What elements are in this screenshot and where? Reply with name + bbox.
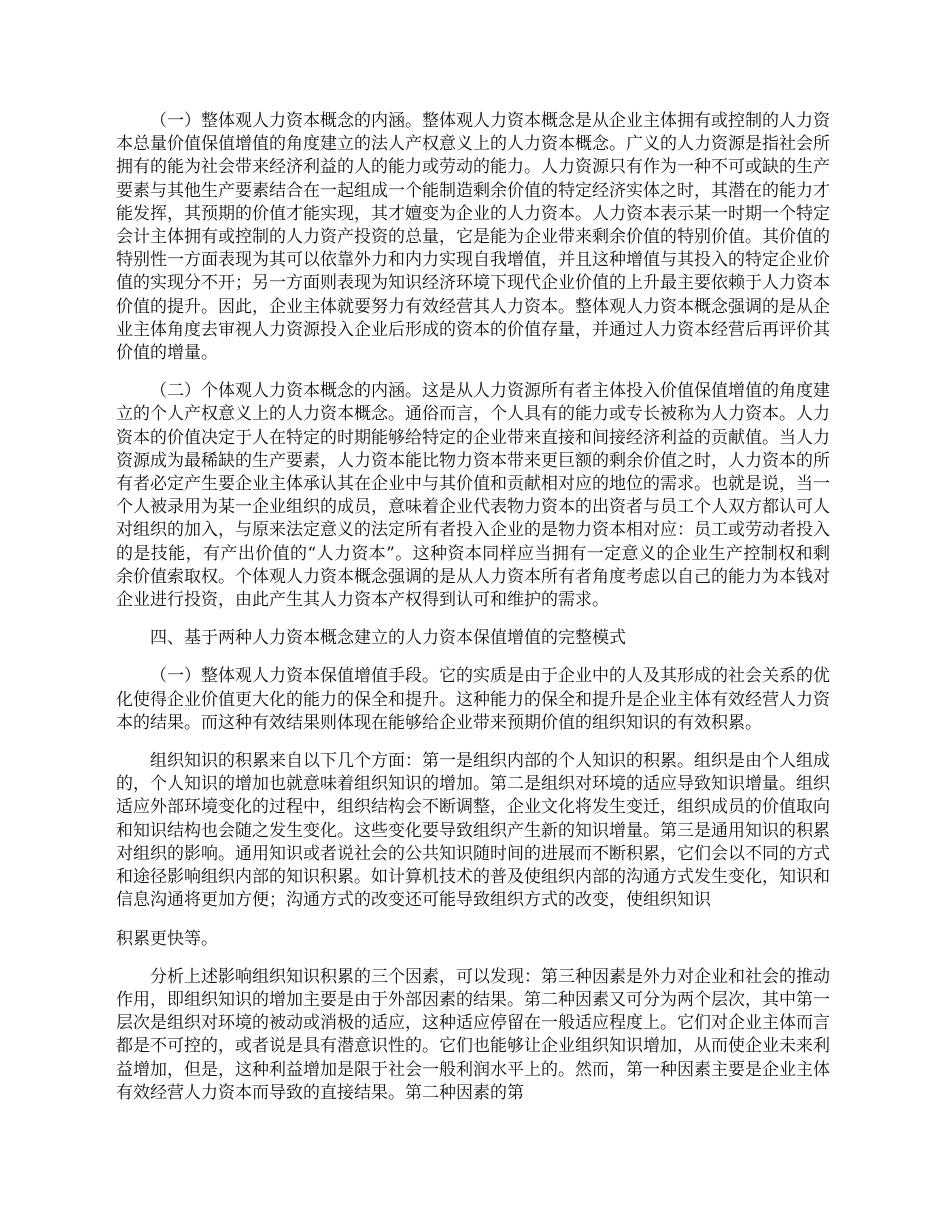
section-heading: 四、基于两种人力资本概念建立的人力资本保值增值的完整模式 xyxy=(150,628,626,649)
paragraph-6: 分析上述影响组织知识积累的三个因素，可以发现：第三种因素是外力对企业和社会的推动作用，即组织知识的增加主要是由于外部因素的结果。第二种因素又可分为两个层次，其中第一层次是组织对环境的被动或消极的适应，这种适应停留在一般适应程度上。它们对企业主体而言都是不可控的，或者说是具有潜意识性的。它们也能够让企业组织知识增加，从而使企业未来利益增加，但是，这种利益增加是限于社会一般利润水平上的。然而，第一种因素主要是企业主体有效经营人力资本而导致的直接结果。第二种因素的第 xyxy=(116,966,830,1103)
paragraph-2: （二）个体观人力资本概念的内涵。这是从人力资源所有者主体投入价值保值增值的角度建立的个人产权意义上的人力资本概念。通俗而言，个人具有的能力或专长被称为人力资本。人力资本的价值决定于人在特定的时期能够给特定的企业带来直接和间接经济利益的贡献值。当人力资源成为最稀缺的生产要素，人力资本能比物力资本带来更巨额的剩余价值之时，人力资本的所有者必定产生要企业主体承认其在企业中与其价值和贡献相对应的地位的需求。也就是说，当一个人被录用为某一企业组织的成员，意味着企业代表物力资本的出资者与员工个人双方都认可人对组织的加入，与原来法定意义的法定所有者投入企业的是物力资本相对应：员工或劳动者投入的是技能，有产出价值的“人力资本”。这种资本同样应当拥有一定意义的企业生产控制权和剩余价值索取权。个体观人力资本概念强调的是从人力资本所有者角度考虑以自己的能力为本钱对企业进行投资，由此产生其人力资本产权得到认可和维护的需求。 xyxy=(116,381,830,611)
document-body xyxy=(116,110,830,1120)
paragraph-4: 组织知识的积累来自以下几个方面：第一是组织内部的个人知识的积累。组织是由个人组成的，个人知识的增加也就意味着组织知识的增加。第二是组织对环境的适应导致知识增量。组织适应外部环境变化的过程中，组织结构会不断调整，企业文化将发生变迁，组织成员的价值取向和知识结构也会随之发生变化。这些变化要导致组织产生新的知识增量。第三是通用知识的积累对组织的影响。通用知识或者说社会的公共知识随时间的进展而不断积累，它们会以不同的方式和途径影响组织内部的知识积累。如计算机技术的普及使组织内部的沟通方式发生变化，知识和信息沟通将更加方便；沟通方式的改变还可能导致组织方式的改变，使组织知识 xyxy=(116,751,830,911)
paragraph-1: （一）整体观人力资本概念的内涵。整体观人力资本概念是从企业主体拥有或控制的人力资本总量价值保值增值的角度建立的法人产权意义上的人力资本概念。广义的人力资源是指社会所拥有的能为社会带来经济利益的人的能力或劳动的能力。人力资源只有作为一种不可或缺的生产要素与其他生产要素结合在一起组成一个能制造剩余价值的特定经济实体之时，其潜在的能力才能发挥，其预期的价值才能实现，其才嬗变为企业的人力资本。人力资本表示某一时期一个特定会计主体拥有或控制的人力资产投资的总量，它是能为企业带来剩余价值的特别价值。其价值的特别性一方面表现为其可以依靠外力和内力实现自我增值，并且这种增值与其投入的特定企业价值的实现分不开；另一方面则表现为知识经济环境下现代企业价值的上升最主要依赖于人力资本价值的提升。因此，企业主体就要努力有效经营其人力资本。整体观人力资本概念强调的是从企业主体角度去审视人力资源投入企业后形成的资本的价值存量，并通过人力资本经营后再评价其价值的增量。 xyxy=(116,111,830,364)
paragraph-3: （一）整体观人力资本保值增值手段。它的实质是由于企业中的人及其形成的社会关系的优化使得企业价值更大化的能力的保全和提升。这种能力的保全和提升是企业主体有效经营人力资本的结果。而这种有效结果则体现在能够给企业带来预期价值的组织知识的有效积累。 xyxy=(116,666,830,733)
paragraph-5: 积累更快等。 xyxy=(116,928,218,949)
